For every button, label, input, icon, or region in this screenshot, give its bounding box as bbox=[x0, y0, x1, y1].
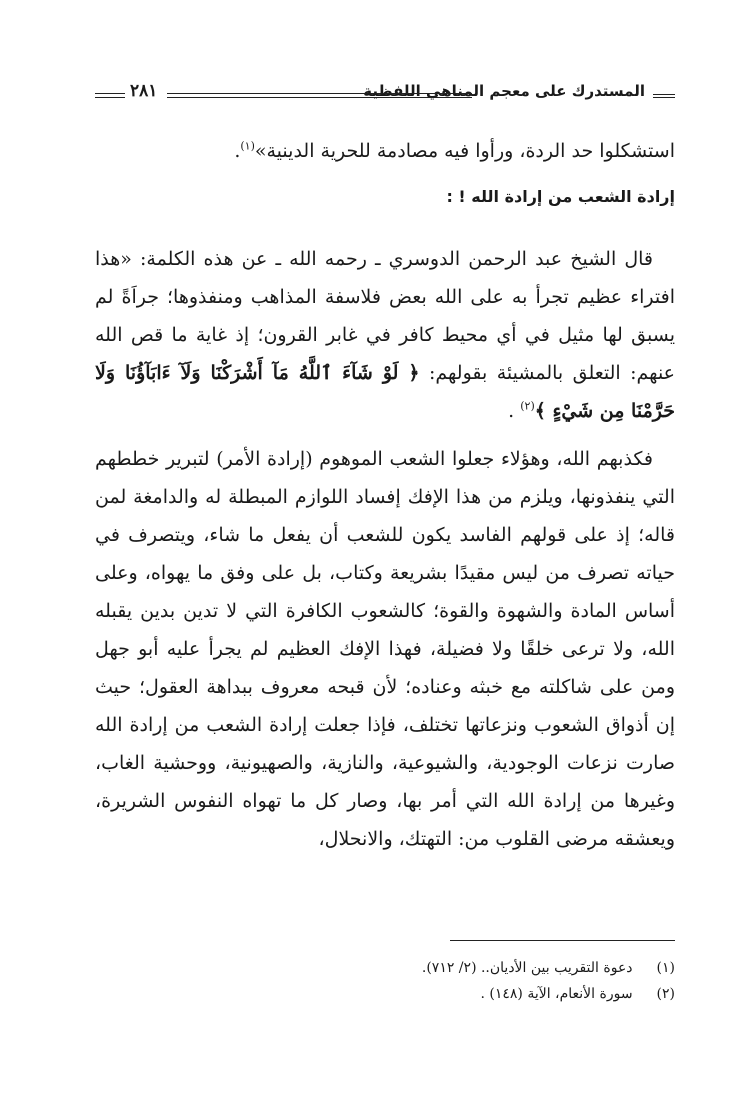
footnote-separator bbox=[450, 940, 675, 941]
page-number: ٢٨١ bbox=[130, 81, 158, 101]
footnote-ref-1: (١) bbox=[240, 139, 255, 153]
paragraph-2: فكذبهم الله، وهؤلاء جعلوا الشعب الموهوم (إرادة الأمر) لتبرير خططهم التي ينفذونها، ويلزم من هذا الإفك إفساد اللوازم المبطلة له والدامغة لمن قاله؛ إذ على قولهم الفاسد يكون للشعب أن يفعل ما شاء، ويتصرف في حياته تصرف من ليس مقيدًا بشريعة وكتاب، بل على وفق ما يهواه، وعلى أساس المادة والشهوة والقوة؛ كالشعوب الكافرة التي لا تدين بدين يقبله الله، ولا ترعى خلقًا ولا فضيلة، فهذا الإفك العظيم لم يجرأ عليه أبو جهل ومن على شاكلته مع خبثه وعناده؛ لأن قبحه معروف ببداهة العقول؛ حيث إن أذواق الشعوب ونزعاتها تختلف، فإذا جعلت إرادة الشعب من إرادة الله صارت نزعات الوجودية، والشيوعية، والنازية، والصهيونية، ووحشية الغاب، وغيرها من إرادة الله التي أمر بها، وصار كل ما تهواه النفوس الشريرة، ويعشقه مرضى القلوب من: التهتك، والانحلال، bbox=[95, 448, 675, 850]
intro-line: استشكلوا حد الردة، ورأوا فيه مصادمة للحرية الدينية»$^{(١)}$. bbox=[234, 139, 675, 162]
footnote-text: دعوة التقريب بين الأديان.. (٢/ ٧١٢). bbox=[421, 960, 633, 976]
footnotes bbox=[95, 955, 675, 1007]
footnote-text: سورة الأنعام، الآية (١٤٨) . bbox=[480, 986, 633, 1002]
footnote-number: (٢) bbox=[656, 986, 675, 1002]
footnote-2 bbox=[95, 981, 675, 1007]
running-title: المستدرك على معجم المناهي اللفظية bbox=[363, 82, 645, 100]
page-header bbox=[95, 80, 675, 110]
paragraph-1: قال الشيخ عبد الرحمن الدوسري ـ رحمه الله ـ عن هذه الكلمة: «هذا افتراء عظيم تجرأ به على الله بعض فلاسفة المذاهب ومنفذوها؛ جراَةً لم يسبق لها مثيل في أي محيط كافر في غابر القرون؛ إذ غاية ما قص الله عنهم: التعلق بالمشيئة بقولهم: ﴿ لَوْ شَآءَ ٱللَّهُ مَآ أَشْرَكْنَا وَلَآ ءَابَآؤُنَا وَلَا حَرَّمْنَا مِن شَيْءٍ ﴾$^{(٢)}$ . bbox=[95, 248, 676, 422]
footnote-ref-2: (٢) bbox=[520, 399, 535, 413]
header-rule-left bbox=[95, 93, 125, 98]
section-heading: إرادة الشعب من إرادة الله ! : bbox=[446, 187, 675, 206]
quran-verse: ﴿ لَوْ شَآءَ ٱللَّهُ مَآ أَشْرَكْنَا وَلَآ ءَابَآؤُنَا وَلَا حَرَّمْنَا مِن شَيْءٍ ﴾ bbox=[95, 362, 675, 422]
footnote-1 bbox=[95, 955, 675, 981]
footnote-number: (١) bbox=[656, 960, 675, 976]
header-rule bbox=[167, 93, 472, 98]
